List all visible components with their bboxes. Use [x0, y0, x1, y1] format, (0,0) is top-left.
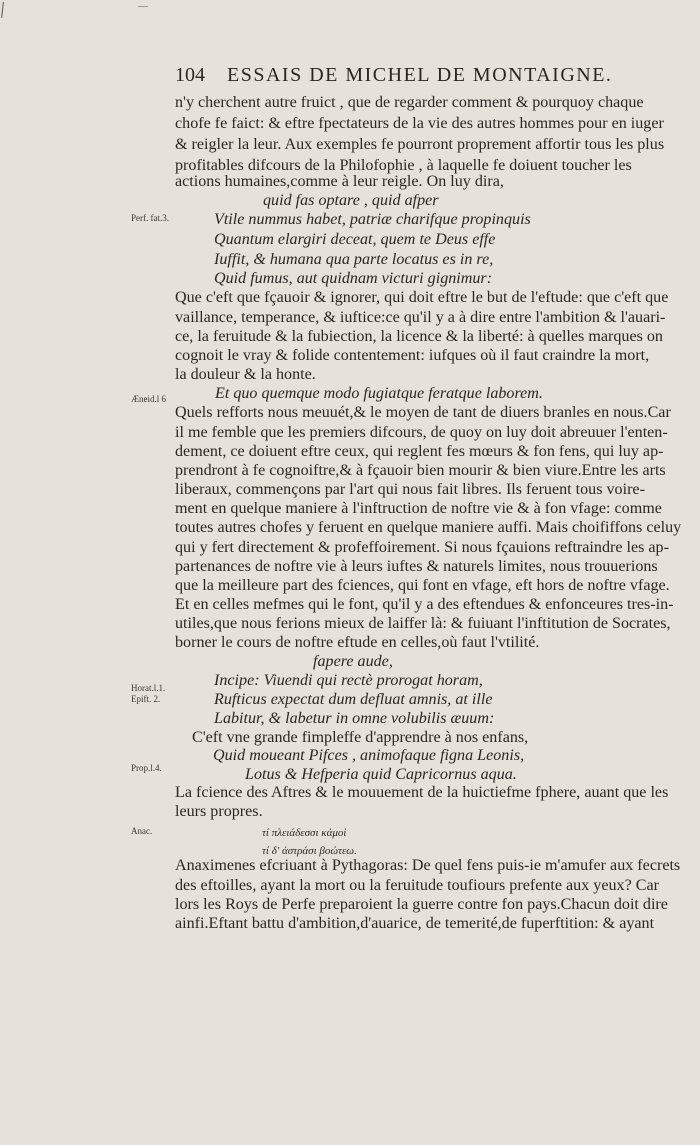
text-line: La fcience des Aftres & le mouuement de la huictiefme fphere, auant que les [175, 784, 669, 801]
verse-line: Et quo quemque modo fugiatque feratque laborem. [215, 385, 543, 402]
verse-line: Rufticus expectat dum defluat amnis, at ille [214, 691, 493, 708]
verse-line: Vtile nummus habet, patriæ charifque propinquis [214, 211, 531, 228]
margin-note: Anac. [131, 826, 153, 836]
ink-dash [138, 6, 148, 7]
text-line: C'eft vne grande fimpleffe d'apprendre à nos enfans, [192, 729, 529, 746]
text-line: liberaux, commençons par l'art qui nous fait libres. Ils feruent tous voire- [175, 481, 645, 498]
text-line: lors les Roys de Perfe preparoient la guerre contre fon pays.Chacun doit dire [175, 896, 668, 913]
text-line: des eftoilles, ayant la mort ou la feruitude toufiours prefente aux yeux? Car [175, 877, 659, 894]
text-line: toutes autres chofes y feruent en quelque maniere auffi. Mais choififfons celuy [175, 519, 682, 536]
text-line: Quels refforts nous meuuét,& le moyen de tant de diuers branles en nous.Car [175, 404, 671, 421]
text-line: borner le cours de noftre eftude en celles,où faut l'vtilité. [175, 634, 540, 651]
text-line: prendront à fe cognoiftre,& à fçauoir bien mourir & bien viure.Entre les arts [175, 462, 666, 479]
text-line: leurs propres. [175, 803, 263, 820]
running-header [175, 64, 635, 87]
text-line: qui y fert directement & profeffoirement. Si nous fçauions reftraindre les ap- [175, 539, 669, 556]
text-line: & reigler la leur. Aux exemples fe pourront proprement affortir tous les plus [175, 136, 665, 153]
running-title: ESSAIS DE MICHEL DE MONTAIGNE. [227, 64, 613, 86]
text-line: Et en celles mefmes qui le font, qu'il y a des eftendues & enfonceures tres-in- [175, 596, 674, 613]
page-number: 104 [175, 64, 205, 86]
text-line: ment en quelque maniere à l'inftruction de noftre vie & à fon vfage: comme [175, 500, 662, 517]
text-line: ce, la feruitude & la fubiection, la licence & la liberté: à quelles marques on [175, 328, 663, 345]
greek-verse-line: τί δ' ἀστράσι βοώτεω. [262, 845, 357, 857]
verse-line: Quid moueant Pifces , animofaque figna Leonis, [213, 747, 525, 764]
verse-line: quid fas optare , quid afper [263, 192, 439, 209]
verse-line: Quid fumus, aut quidnam victuri gignimur: [214, 270, 493, 287]
text-line: cognoit le vray & folide contentement: iufques où il faut craindre la mort, [175, 347, 650, 364]
greek-verse-line: τί πλειάδεσσι κἀμοὶ [262, 827, 347, 839]
text-line: utiles,que nous ferions mieux de laiffer là: & fuiuant l'inftitution de Socrates, [175, 615, 671, 632]
text-line: vaillance, temperance, & iuftice:ce qu'il y a à dire entre l'ambition & l'auari- [175, 309, 666, 326]
verse-line: Labitur, & labetur in omne volubilis æuum: [214, 710, 495, 727]
margin-note: Prop.l.4. [131, 763, 162, 773]
text-line: chofe fe faict: & eftre fpectateurs de la vie des autres hommes pour en iuger [175, 115, 664, 132]
verse-line: Incipe: Viuendi qui rectè prorogat horam, [214, 672, 483, 689]
text-line: il me femble que les premiers difcours, de quoy on luy doit abreuuer l'enten- [175, 424, 668, 441]
text-line: Anaximenes efcriuant à Pythagoras: De quel fens puis-ie m'amufer aux fecrets [175, 857, 681, 874]
text-line: dement, ce doiuent eftre ceux, qui reglent fes mœurs & fon fens, qui luy ap- [175, 443, 664, 460]
text-line: que la meilleure part des fciences, qui font en vfage, eft hors de noftre vfage. [175, 577, 670, 594]
verse-line: fapere aude, [313, 653, 393, 670]
margin-note: Perf. fat.3. [131, 213, 169, 223]
text-line: actions humaines,comme à leur reigle. On luy dira, [175, 173, 504, 190]
margin-note: Horat.l.1. [131, 683, 166, 693]
text-line: la douleur & la honte. [175, 366, 316, 383]
verse-line: Lotus & Hefperia quid Capricornus aqua. [245, 766, 517, 783]
verse-line: Quantum elargiri deceat, quem te Deus effe [214, 231, 496, 248]
margin-note: Epift. 2. [131, 694, 161, 704]
margin-note: Æneid.l 6 [131, 394, 166, 404]
text-line: ainfi.Eftant battu d'ambition,d'auarice, de temerité,de fuperftition: & ayant [175, 915, 655, 932]
text-line: Que c'eft que fçauoir & ignorer, qui doit eftre le but de l'eftude: que c'eft que [175, 289, 669, 306]
verse-line: Iuffit, & humana qua parte locatus es in re, [214, 251, 494, 268]
ink-mark [1, 2, 7, 18]
text-line: n'y cherchent autre fruict , que de regarder comment & pourquoy chaque [175, 94, 644, 111]
text-line: profitables difcours de la Philofophie , à laquelle fe doiuent toucher les [175, 157, 632, 174]
text-line: partenances de noftre vie à leurs iuftes & naturels limites, nous trouuerions [175, 558, 658, 575]
